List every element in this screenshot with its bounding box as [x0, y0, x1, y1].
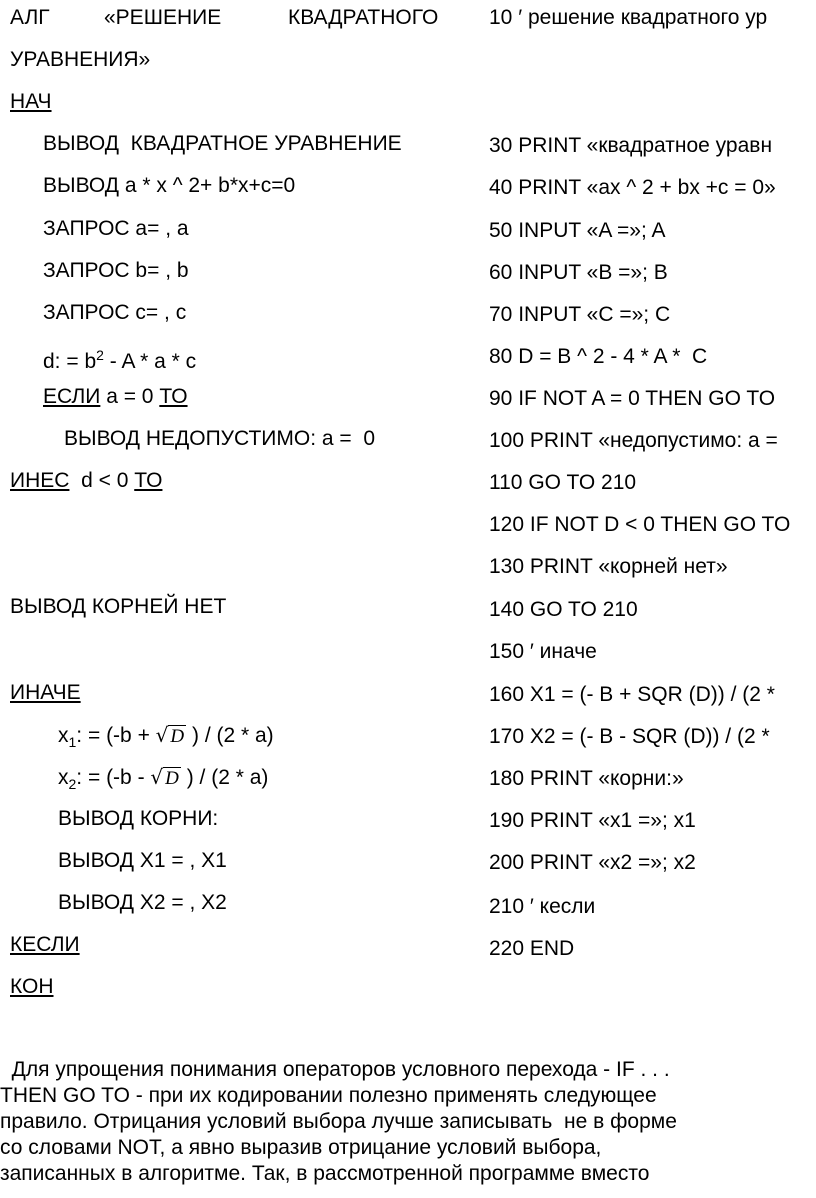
endif-keyword: КЕСЛИ — [10, 933, 80, 956]
basic-line: 100 PRINT «недопустимо: a = — [489, 429, 778, 452]
sqrt-arg: D — [170, 726, 185, 747]
if-keyword: ЕСЛИ — [43, 385, 101, 408]
sqrt-icon: √ D — [155, 723, 185, 747]
else-keyword: ИНАЧЕ — [10, 681, 81, 704]
if-line — [43, 384, 188, 410]
basic-line: 180 PRINT «корни:» — [489, 767, 684, 790]
basic-line: 120 IF NOT D < 0 THEN GO TO — [489, 513, 791, 536]
paragraph-line: правило. Отрицания условий выбора лучше записывать не в форме — [0, 1110, 677, 1133]
sqrt-arg: D — [165, 768, 179, 789]
paragraph-line: Для упрощения понимания операторов условного перехода - IF . . . — [0, 1058, 670, 1081]
alg-title-line2: УРАВНЕНИЯ» — [10, 48, 151, 71]
alg-title-part2: КВАДРАТНОГО — [288, 6, 439, 29]
output-equation: ВЫВОД a * x ^ 2+ b*x+c=0 — [43, 174, 296, 197]
ask-c: ЗАПРОС c= , c — [43, 301, 187, 324]
begin-keyword: НАЧ — [10, 90, 52, 113]
basic-line: 50 INPUT «A =»; A — [489, 219, 666, 242]
x1-sub: 1 — [68, 734, 77, 751]
basic-line: 60 INPUT «B =»; B — [489, 261, 668, 284]
elif-keyword: ИНЕС — [10, 469, 70, 492]
basic-line: 80 D = B ^ 2 - 4 * A * C — [489, 345, 708, 368]
basic-line: 10 ′ решение квадратного ур — [489, 6, 768, 29]
x2-post: ) / (2 * a) — [180, 766, 269, 789]
paragraph-line: записанных в алгоритме. Так, в рассмотренной программе вместо — [0, 1162, 650, 1185]
basic-line: 110 GO TO 210 — [489, 471, 637, 494]
basic-line: 150 ′ иначе — [489, 640, 597, 663]
basic-line: 140 GO TO 210 — [489, 598, 638, 621]
elif-line — [10, 468, 162, 494]
x2-formula — [58, 764, 268, 797]
then-keyword: ТО — [159, 385, 188, 408]
sqrt-icon: √ D — [150, 765, 179, 789]
basic-line: 220 END — [489, 937, 575, 960]
alg-title-part1: «РЕШЕНИЕ — [104, 6, 222, 29]
disc-sup: 2 — [96, 347, 104, 363]
x2-pre: : = (-b - — [76, 766, 151, 789]
basic-line: 40 PRINT «ax ^ 2 + bx +c = 0» — [489, 176, 776, 199]
output-title: ВЫВОД КВАДРАТНОЕ УРАВНЕНИЕ — [43, 132, 402, 155]
if-condition: a = 0 — [100, 385, 160, 408]
basic-line: 160 X1 = (- B + SQR (D)) / (2 * — [489, 683, 775, 706]
basic-line: 200 PRINT «x2 =»; x2 — [489, 851, 696, 874]
output-x1: ВЫВОД X1 = , X1 — [58, 849, 227, 872]
x1-pre: : = (-b + — [76, 724, 156, 747]
x1-post: ) / (2 * a) — [186, 724, 274, 747]
x1-formula — [58, 722, 274, 755]
ask-b: ЗАПРОС b= , b — [43, 259, 189, 282]
output-no-roots: ВЫВОД КОРНЕЙ НЕТ — [10, 595, 227, 618]
output-invalid: ВЫВОД НЕДОПУСТИМО: a = 0 — [64, 427, 376, 450]
basic-line: 190 PRINT «x1 =»; x1 — [489, 809, 696, 832]
basic-line: 130 PRINT «корней нет» — [489, 555, 728, 578]
output-x2: ВЫВОД X2 = , X2 — [58, 891, 227, 914]
elif-then-keyword: ТО — [134, 469, 163, 492]
explanation-paragraph — [0, 1057, 816, 1187]
basic-line: 90 IF NOT A = 0 THEN GO TO — [489, 387, 776, 410]
end-keyword: КОН — [10, 975, 54, 998]
basic-line: 170 X2 = (- B - SQR (D)) / (2 * — [489, 725, 770, 748]
output-roots: ВЫВОД КОРНИ: — [58, 807, 219, 830]
x1-var: x — [58, 724, 69, 747]
elif-condition: d < 0 — [69, 469, 135, 492]
x2-sub: 2 — [68, 776, 77, 793]
basic-line: 70 INPUT «C =»; C — [489, 303, 671, 326]
disc-post: - A * a * c — [103, 350, 197, 373]
paragraph-line: THEN GO TO - при их кодировании полезно применять следующее — [0, 1084, 657, 1107]
discriminant-line — [43, 342, 196, 375]
basic-line: 210 ′ кесли — [489, 895, 596, 918]
paragraph-line: со словами NOT, а явно выразив отрицание условий выбора, — [0, 1136, 602, 1159]
ask-a: ЗАПРОС a= , a — [43, 217, 189, 240]
disc-pre: d: = b — [43, 350, 97, 373]
x2-var: x — [58, 766, 69, 789]
basic-line: 30 PRINT «квадратное уравн — [489, 134, 773, 157]
alg-keyword: АЛГ — [10, 6, 50, 29]
